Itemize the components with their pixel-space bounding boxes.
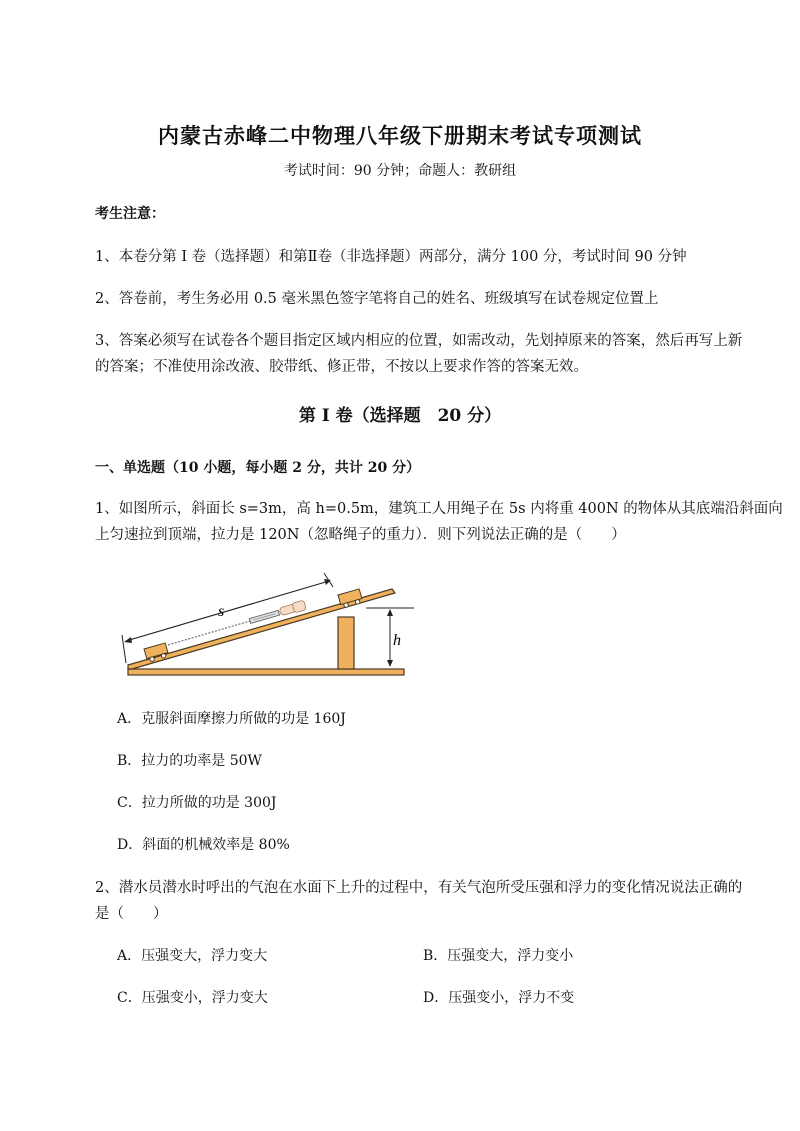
question-type-heading: 一、单选题（10 小题，每小题 2 分，共计 20 分）	[95, 460, 421, 476]
q2-option-b: B．压强变大，浮力变小	[423, 948, 574, 964]
ground-board	[128, 669, 404, 675]
incline-figure	[118, 565, 418, 685]
length-arrow-head-left	[124, 637, 132, 643]
q2-stem-line-2: 是（ ）	[95, 906, 168, 922]
notice-item-3: 3、答案必须写在试卷各个题目指定区域内相应的位置，如需改动，先划掉原来的答案，然后再写上新	[95, 333, 743, 349]
q2-option-a: A．压强变大，浮力变大	[117, 948, 268, 964]
support-pillar	[338, 617, 354, 669]
q1-option-d: D．斜面的机械效率是 80%	[117, 837, 290, 853]
height-arrow-head-top	[387, 609, 393, 616]
notice-item-3-cont: 的答案；不准使用涂改液、胶带纸、修正带，不按以上要求作答的答案无效。	[95, 359, 588, 375]
section-title: 第 I 卷（选择题 20 分）	[298, 406, 502, 426]
length-tick-left	[122, 635, 126, 663]
q1-option-c: C．拉力所做的功是 300J	[117, 795, 277, 811]
height-label: h	[393, 632, 401, 649]
q1-option-b: B．拉力的功率是 50W	[117, 753, 262, 769]
q2-option-c: C．压强变小，浮力变大	[117, 990, 268, 1006]
q1-option-a: A．克服斜面摩擦力所做的功是 160J	[117, 711, 346, 727]
q2-option-d: D．压强变小，浮力不变	[423, 990, 575, 1006]
notice-item-2: 2、答卷前，考生务必用 0.5 毫米黑色签字笔将自己的姓名、班级填写在试卷规定位置上	[95, 291, 659, 307]
q1-stem-line-1: 1、如图所示，斜面长 s=3m，高 h=0.5m，建筑工人用绳子在 5s 内将重 400N 的物体从其底端沿斜面向	[95, 501, 783, 517]
notice-heading: 考生注意：	[95, 206, 165, 222]
exam-subtitle: 考试时间：90 分钟；命题人：教研组	[283, 163, 517, 179]
height-arrow-head-bottom	[387, 660, 393, 667]
q1-stem-line-2: 上匀速拉到顶端，拉力是 120N（忽略绳子的重力）．则下列说法正确的是（ ）	[95, 527, 626, 543]
notice-item-1: 1、本卷分第 I 卷（选择题）和第Ⅱ卷（非选择题）两部分，满分 100 分，考试时间 90 分钟	[95, 249, 687, 265]
length-label: s	[218, 603, 225, 620]
spring-scale	[249, 610, 279, 623]
q2-stem-line-1: 2、潜水员潜水时呼出的气泡在水面下上升的过程中，有关气泡所受压强和浮力的变化情况说法正确的	[95, 880, 743, 896]
exam-title: 内蒙古赤峰二中物理八年级下册期末考试专项测试	[158, 123, 642, 148]
